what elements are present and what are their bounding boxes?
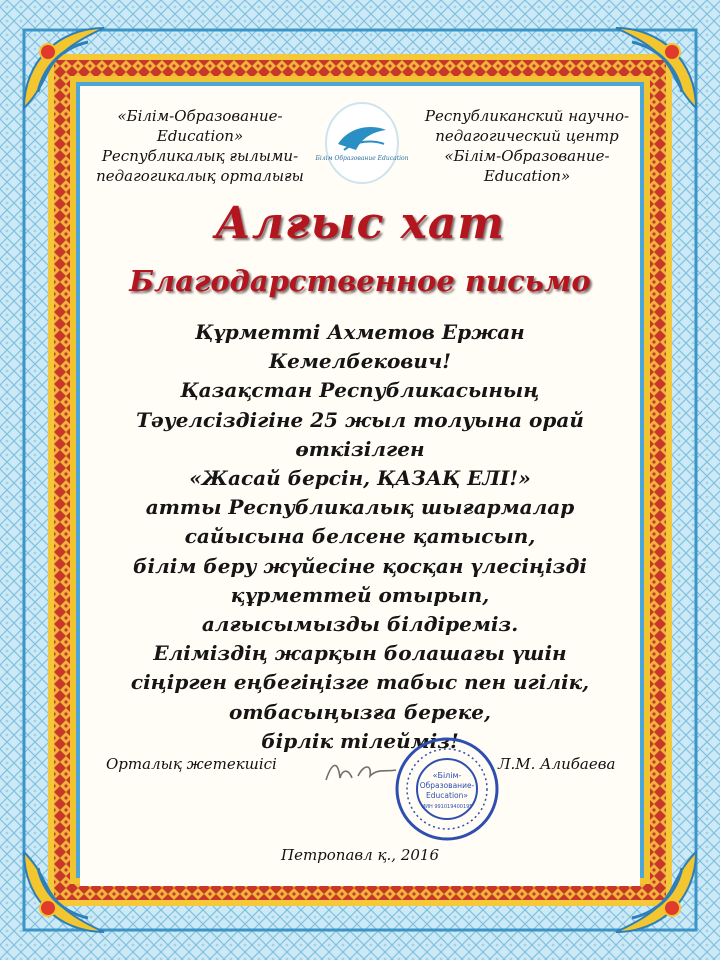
stamp-text: ИИН 991019400195 bbox=[421, 804, 473, 810]
body-line: атты Республикалық шығармалар bbox=[145, 495, 575, 520]
body-line: сіңірген еңбегіңізге табыс пен игілік, bbox=[130, 670, 590, 695]
header-left-line: Республикалық ғылыми- bbox=[101, 147, 299, 165]
stamp-text: «Білім- bbox=[432, 771, 462, 780]
body-line: бірлік тілейміз! bbox=[261, 728, 459, 753]
header-right-org bbox=[418, 106, 636, 186]
body-line: Еліміздің жарқын болашағы үшін bbox=[153, 641, 567, 666]
title-russian: Благодарственное письмо bbox=[129, 264, 591, 298]
stamp-text: Education» bbox=[426, 791, 468, 800]
header-left-line: «Білім-Образование- bbox=[117, 107, 283, 125]
body-line: Қазақстан Республикасының bbox=[180, 378, 540, 403]
corner-ornament-top-left bbox=[18, 22, 110, 114]
body-line: сайысына белсене қатысып, bbox=[184, 524, 536, 549]
corner-ornament-top-right bbox=[610, 22, 702, 114]
signature-role: Орталық жетекшісі bbox=[106, 755, 277, 773]
signature-name: Л.М. Алибаева bbox=[498, 755, 616, 773]
stamp-text: Образование- bbox=[419, 781, 475, 790]
header-right-line: педагогический центр bbox=[435, 127, 619, 145]
body-line: Тәуелсіздігіне 25 жыл толуына орай bbox=[136, 407, 584, 432]
letter-body bbox=[96, 318, 624, 756]
title-kazakh: Алғыс хат bbox=[215, 198, 505, 249]
header-left-line: Education» bbox=[156, 127, 244, 145]
body-line: Кемелбекович! bbox=[268, 349, 452, 374]
place-date: Петропавл қ., 2016 bbox=[280, 846, 439, 864]
header-left-line: педагогикалық орталығы bbox=[96, 167, 304, 185]
header-right-line: Республиканский научно- bbox=[424, 107, 630, 125]
body-line: Құрметті Ахметов Ержан bbox=[195, 320, 525, 344]
body-line: алғысымызды білдіреміз. bbox=[201, 612, 519, 637]
body-line: өткізілген bbox=[295, 436, 425, 461]
body-line: құрметтей отырып, bbox=[230, 582, 490, 607]
header-right-line: «Білім-Образование- bbox=[444, 147, 610, 165]
body-line: отбасыңызға береке, bbox=[229, 699, 491, 724]
header-left-org bbox=[96, 106, 304, 186]
body-line: «Жасай берсін, ҚАЗАҚ ЕЛІ!» bbox=[189, 466, 531, 491]
logo-text: Білім Образование Education bbox=[315, 155, 409, 162]
center-logo bbox=[315, 100, 409, 186]
official-stamp bbox=[392, 734, 502, 844]
body-line: білім беру жүйесіне қосқан үлесіңізді bbox=[133, 553, 587, 578]
header-right-line: Education» bbox=[483, 167, 571, 185]
